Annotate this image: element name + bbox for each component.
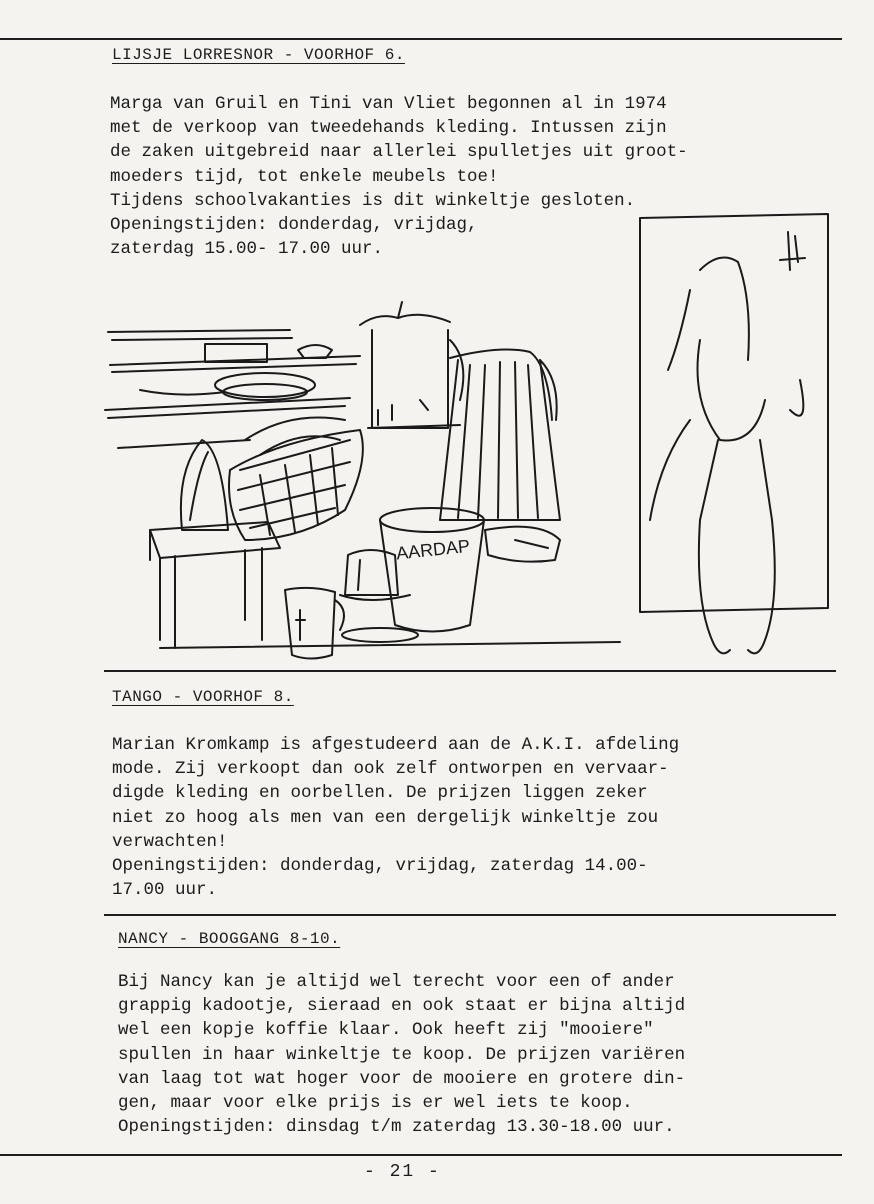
body-line: 17.00 uur.	[112, 880, 218, 901]
mirror-with-woman-drawing	[640, 214, 828, 653]
body-line: van laag tot wat hoger voor de mooiere en grotere din-	[118, 1068, 686, 1089]
section-body-tango	[112, 733, 679, 902]
section-heading-tango: TANGO - VOORHOF 8.	[112, 688, 294, 706]
body-line: de zaken uitgebreid naar allerlei spulletjes uit groot-	[110, 142, 688, 163]
bucket-label: AARDAP	[395, 535, 471, 564]
jug-drawing	[360, 302, 463, 428]
body-line: met de verkoop van tweedehands kleding. Intussen zijn	[110, 118, 667, 139]
body-line: spullen in haar winkeltje te koop. De prijzen variëren	[118, 1044, 686, 1065]
body-line: wel een kopje koffie klaar. Ook heeft zij "mooiere"	[118, 1020, 654, 1041]
body-line: zaterdag 15.00- 17.00 uur.	[110, 239, 384, 260]
table-drawing	[150, 522, 280, 648]
plate-drawing	[342, 628, 418, 642]
page-number: - 21 -	[364, 1162, 441, 1182]
body-line: verwachten!	[112, 831, 228, 852]
hanging-cloth-drawing	[440, 350, 560, 520]
section-heading-nancy: NANCY - BOOGGANG 8-10.	[118, 930, 341, 948]
body-line: Bij Nancy kan je altijd wel terecht voor een of ander	[118, 972, 675, 992]
body-line: grappig kadootje, sieraad en ook staat er bijna altijd	[118, 996, 686, 1017]
bottom-rule	[0, 1154, 842, 1156]
body-line: Openingstijden: dinsdag t/m zaterdag 13.30-18.00 uur.	[118, 1117, 675, 1138]
basket-drawing	[229, 418, 363, 541]
body-line: niet zo hoog als men van een dergelijk winkeltje zou	[112, 807, 659, 828]
body-line: moeders tijd, tot enkele meubels toe!	[110, 166, 499, 187]
shelves-drawing	[105, 330, 360, 448]
body-line: Marga van Gruil en Tini van Vliet begonnen al in 1974	[110, 94, 667, 114]
measuring-jug-drawing	[285, 588, 344, 659]
iron-drawing	[181, 440, 228, 530]
section-divider	[104, 670, 836, 672]
body-line: digde kleding en oorbellen. De prijzen liggen zeker	[112, 783, 648, 804]
pan-drawing	[485, 527, 560, 562]
section-heading-lijsje-lorresnor: LIJSJE LORRESNOR - VOORHOF 6.	[112, 46, 405, 64]
body-line: mode. Zij verkoopt dan ook zelf ontworpen en vervaar-	[112, 759, 669, 780]
body-line: Openingstijden: donderdag, vrijdag,	[110, 215, 478, 236]
body-line: Tijdens schoolvakanties is dit winkeltje gesloten.	[110, 190, 636, 211]
body-line: Openingstijden: donderdag, vrijdag, zaterdag 14.00-	[112, 856, 648, 877]
section-body-nancy	[118, 970, 685, 1139]
body-line: Marian Kromkamp is afgestudeerd aan de A.K.I. afdeling	[112, 735, 680, 755]
section-divider	[104, 914, 836, 916]
body-line: gen, maar voor elke prijs is er wel iets te koop.	[118, 1093, 633, 1114]
